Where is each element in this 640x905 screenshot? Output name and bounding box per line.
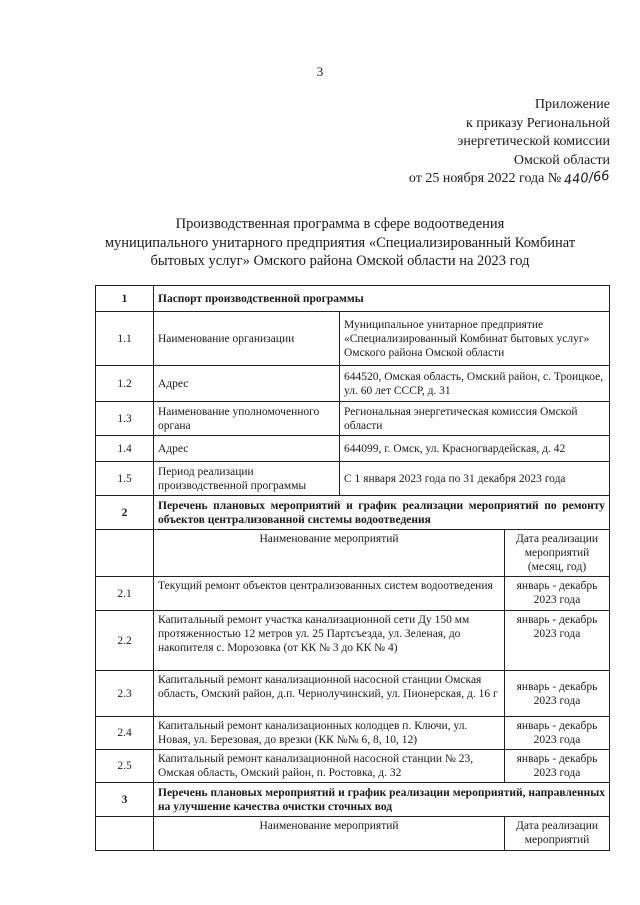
row-value: 644099, г. Омск, ул. Красногвардейская, д. 42 (340, 436, 610, 462)
row-label: Наименование организации (154, 312, 340, 366)
row-number: 2.5 (96, 750, 154, 783)
appendix-line: Приложение (534, 97, 610, 112)
heading-line: бытовых услуг» Омского района Омской области на 2023 год (150, 253, 530, 269)
section-title: Перечень плановых мероприятий и график реализации мероприятий, направленных на улучшение качества очистки сточных вод (154, 783, 610, 817)
table-header-row (96, 530, 610, 577)
appendix-date-line (409, 170, 610, 189)
row-name: Текущий ремонт объектов централизованных систем водоотведения (154, 577, 505, 611)
table-row (96, 366, 610, 402)
row-number: 1.3 (96, 402, 154, 436)
row-number: 1.5 (96, 462, 154, 496)
table-row (96, 312, 610, 366)
appendix-line: к приказу Региональной (465, 115, 610, 131)
order-number-handwritten: 440/66 (563, 168, 611, 189)
column-header-name: Наименование мероприятий (154, 817, 505, 851)
row-date: январь - декабрь 2023 года (505, 611, 610, 671)
table-row (96, 717, 610, 750)
empty-cell (96, 530, 154, 577)
row-value: С 1 января 2023 года по 31 декабря 2023 года (340, 462, 610, 496)
column-header-date: Дата реализации мероприятий (505, 817, 610, 851)
row-number: 2.3 (96, 671, 154, 717)
empty-cell (96, 817, 154, 851)
row-number: 1.1 (96, 312, 154, 366)
appendix-line: энергетической комиссии (457, 134, 610, 149)
row-number: 2.4 (96, 717, 154, 750)
page-number: 3 (316, 64, 324, 79)
appendix-line: Омской области (513, 152, 610, 168)
row-value: Региональная энергетическая комиссия Омской области (340, 402, 610, 436)
row-label: Адрес (154, 436, 340, 462)
section-row (96, 783, 610, 817)
row-number: 1.2 (96, 366, 154, 402)
row-number: 1.4 (96, 436, 154, 462)
row-label: Адрес (154, 366, 340, 402)
row-name: Капитальный ремонт участка канализационной сети Ду 150 мм протяженностью 12 метров ул. 25 Партсъезда, ул. Зеленая, до накопителя с. Морозовка (от КК № 3 до КК № 4) (154, 611, 505, 671)
row-date: январь - декабрь 2023 года (505, 750, 610, 783)
section-number: 1 (96, 286, 154, 312)
row-name: Капитальный ремонт канализационных колодцев п. Ключи, ул. Новая, ул. Березовая, до врезки (КК №№ 6, 8, 10, 12) (154, 717, 505, 750)
row-date: январь - декабрь 2023 года (505, 577, 610, 611)
row-value: Муниципальное унитарное предприятие «Специализированный Комбинат бытовых услуг» Омского района Омской области (340, 312, 610, 366)
section-row (96, 496, 610, 530)
table-row (96, 436, 610, 462)
table-row (96, 750, 610, 783)
table-row (96, 577, 610, 611)
column-header-date: Дата реализации мероприятий (месяц, год) (505, 530, 610, 577)
row-label: Период реализации производственной программы (154, 462, 340, 496)
table-row (96, 611, 610, 671)
row-number: 2.1 (96, 577, 154, 611)
section-title: Перечень плановых мероприятий и график реализации мероприятий по ремонту объектов централизованной системы водоотведения (154, 496, 610, 530)
heading-line: Производственная программа в сфере водоотведения (175, 216, 505, 232)
row-name: Капитальный ремонт канализационной насосной станции № 23, Омская область, Омский район, п. Ростовка, д. 32 (154, 750, 505, 783)
row-name: Капитальный ремонт канализационной насосной станции Омская область, Омский район, д.п. Чернолучинский, ул. Пионерская, д. 16 г (154, 671, 505, 717)
row-label: Наименование уполномоченного органа (154, 402, 340, 436)
table-row (96, 462, 610, 496)
appendix-block (409, 96, 610, 189)
table-row (96, 671, 610, 717)
heading-line: муниципального унитарного предприятия «Специализированный Комбинат (104, 234, 576, 251)
row-number: 2.2 (96, 611, 154, 671)
section-number: 3 (96, 783, 154, 817)
program-table (95, 285, 610, 851)
row-date: январь - декабрь 2023 года (505, 717, 610, 750)
section-number: 2 (96, 496, 154, 530)
document-heading (60, 215, 620, 271)
table-header-row (96, 817, 610, 851)
row-date: январь - декабрь 2023 года (505, 671, 610, 717)
table-row (96, 402, 610, 436)
row-value: 644520, Омская область, Омский район, с. Троицкое, ул. 60 лет СССР, д. 31 (340, 366, 610, 402)
appendix-date: от 25 ноября 2022 года № (408, 171, 562, 186)
section-title: Паспорт производственной программы (154, 286, 610, 312)
section-row (96, 286, 610, 312)
column-header-name: Наименование мероприятий (154, 530, 505, 577)
